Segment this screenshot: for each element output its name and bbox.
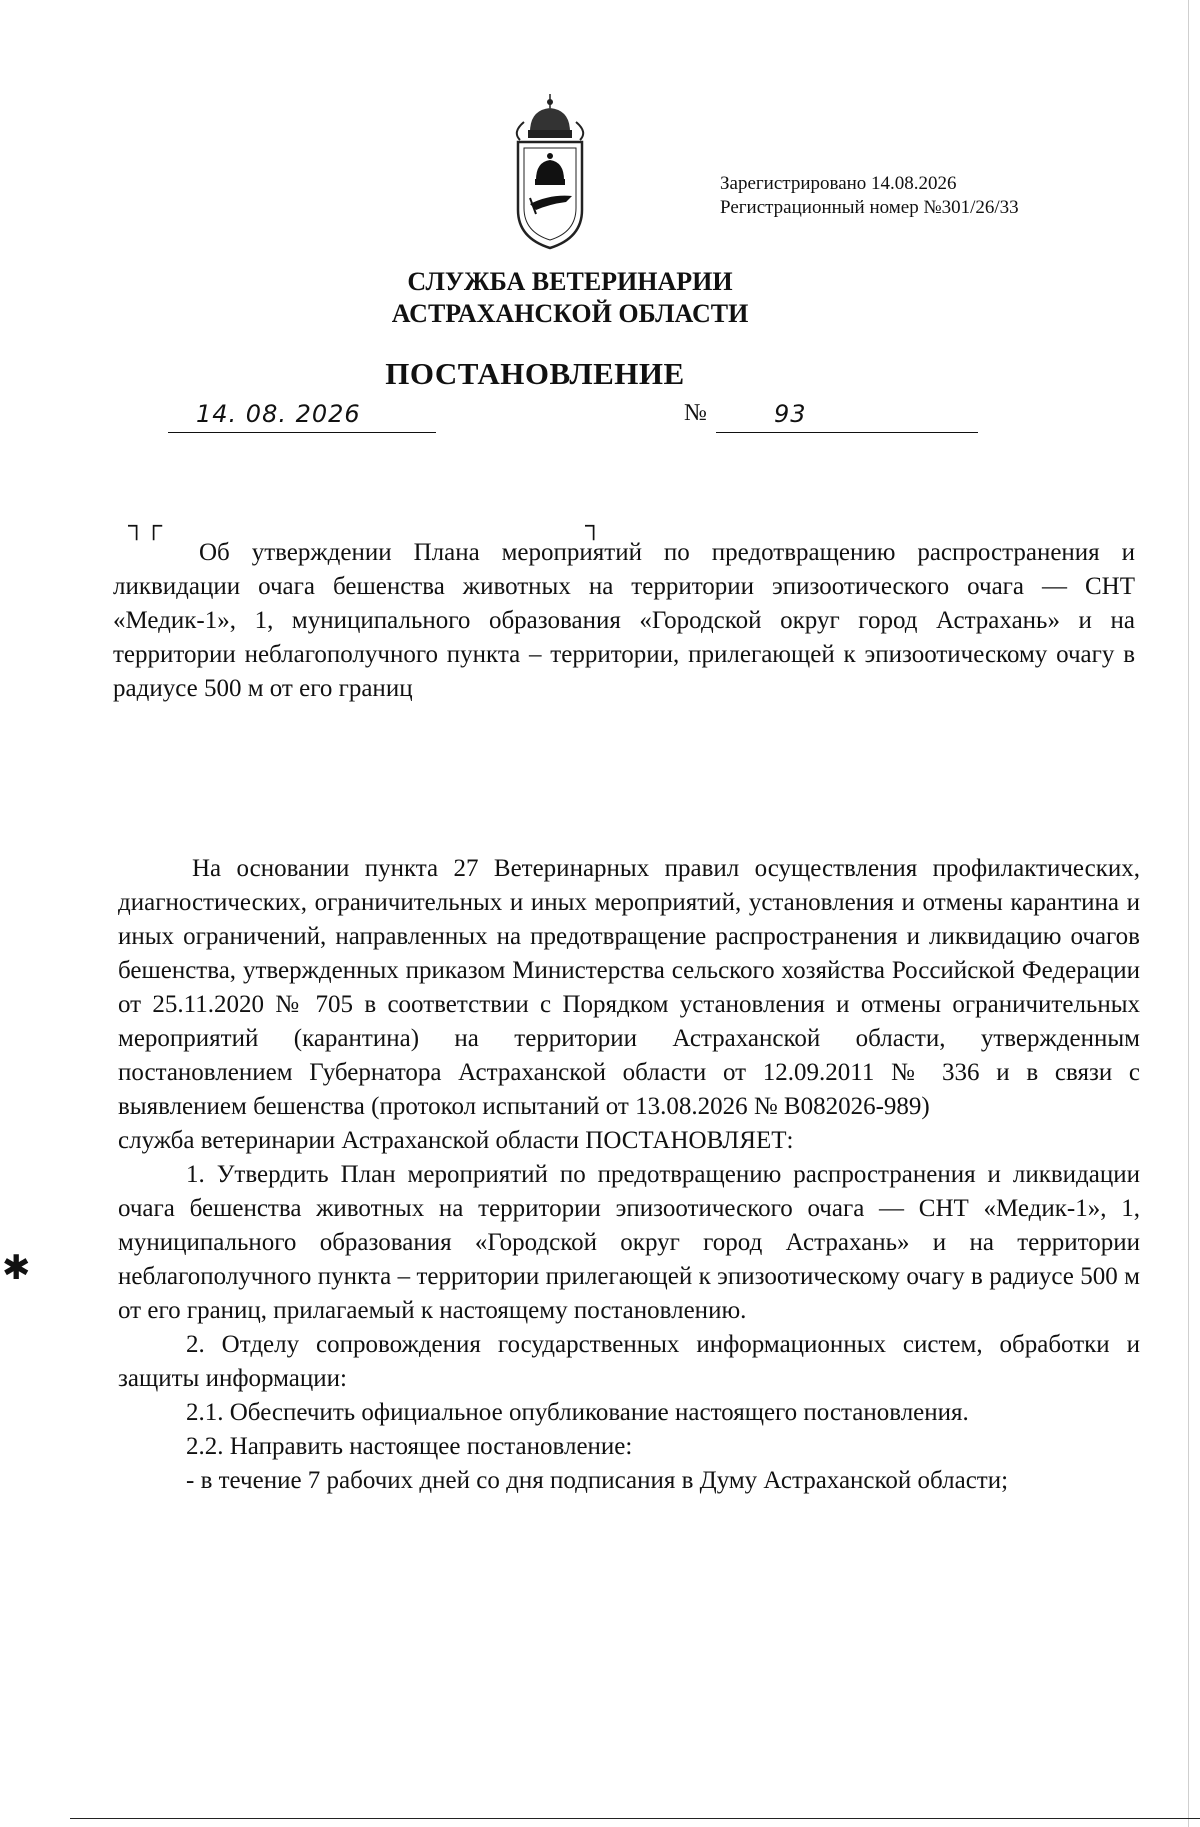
item-2-2-paragraph: 2.2. Направить настоящее постановление: bbox=[186, 1433, 633, 1460]
number-field bbox=[716, 400, 978, 433]
item-1-paragraph: 1. Утвердить План мероприятий по предотвращению распространения и ликвидации очага бешенства животных на территории эпизоотического очага — СНТ «Медик-1», 1, муниципального образования «Городской округ город Астрахань» и на территории неблагополучного пункта – территории прилегающей к эпизоотическому очагу в радиусе 500 м от его границ, прилагаемый к настоящему постановлению. bbox=[118, 1161, 1140, 1324]
resolves-line: служба ветеринарии Астраханской области ПОСТАНОВЛЯЕТ: bbox=[118, 1127, 794, 1154]
scan-edge bbox=[1188, 0, 1189, 1827]
item-2-paragraph: 2. Отделу сопровождения государственных информационных систем, обработки и защиты информации: bbox=[118, 1331, 1140, 1392]
org-line-1: СЛУЖБА ВЕТЕРИНАРИИ bbox=[407, 267, 733, 296]
handwritten-number: 93 bbox=[774, 400, 807, 428]
item-2-2-a-paragraph: - в течение 7 рабочих дней со дня подписания в Думу Астраханской области; bbox=[186, 1467, 1009, 1494]
organization-name bbox=[300, 266, 840, 330]
org-line-2: АСТРАХАНСКОЙ ОБЛАСТИ bbox=[391, 299, 749, 328]
subject-text: Об утверждении Плана мероприятий по предотвращению распространения и ликвидации очага бешенства животных на территории эпизоотического очага — СНТ «Медик-1», 1, муниципального образования «Городской округ город Астрахань» и на территории неблагополучного пункта – территории, прилегающей к эпизоотическому очагу в радиусе 500 м от его границ bbox=[113, 539, 1135, 702]
preamble-paragraph: На основании пункта 27 Ветеринарных правил осуществления профилактических, диагностических, ограничительных и иных мероприятий, установления и отмены карантина и иных ограничений, направленных на предотвращение распространения и ликвидацию очагов бешенства, утвержденных приказом Министерства сельского хозяйства Российской Федерации от 25.11.2020 № 705 в соответствии с Порядком установления и отмены ограничительных мероприятий (карантина) на территории Астраханской области, утвержденным постановлением Губернатора Астраханской области от 12.09.2011 № 336 и в связи с выявлением бешенства (протокол испытаний от 13.08.2026 № В082026-989) bbox=[118, 855, 1140, 1120]
corner-mark-left: ┐┌ bbox=[128, 513, 163, 539]
registration-number: Регистрационный номер №301/26/33 bbox=[720, 197, 1019, 218]
item-2-1-paragraph: 2.1. Обеспечить официальное опубликование настоящего постановления. bbox=[186, 1399, 969, 1426]
page-bottom-line bbox=[70, 1818, 1200, 1819]
asterisk-mark: ✱ bbox=[2, 1248, 31, 1288]
date-field bbox=[168, 400, 436, 433]
document-body bbox=[118, 852, 1140, 1498]
subject-title bbox=[113, 536, 1135, 706]
number-label: № bbox=[684, 400, 707, 426]
document-type-title: ПОСТАНОВЛЕНИЕ bbox=[385, 356, 685, 391]
registration-stamp bbox=[720, 172, 1019, 220]
corner-mark-right: ┐ bbox=[585, 513, 603, 539]
handwritten-date: 14. 08. 2026 bbox=[196, 400, 361, 428]
coat-of-arms-emblem bbox=[500, 92, 600, 252]
registration-date: Зарегистрировано 14.08.2026 bbox=[720, 173, 957, 194]
